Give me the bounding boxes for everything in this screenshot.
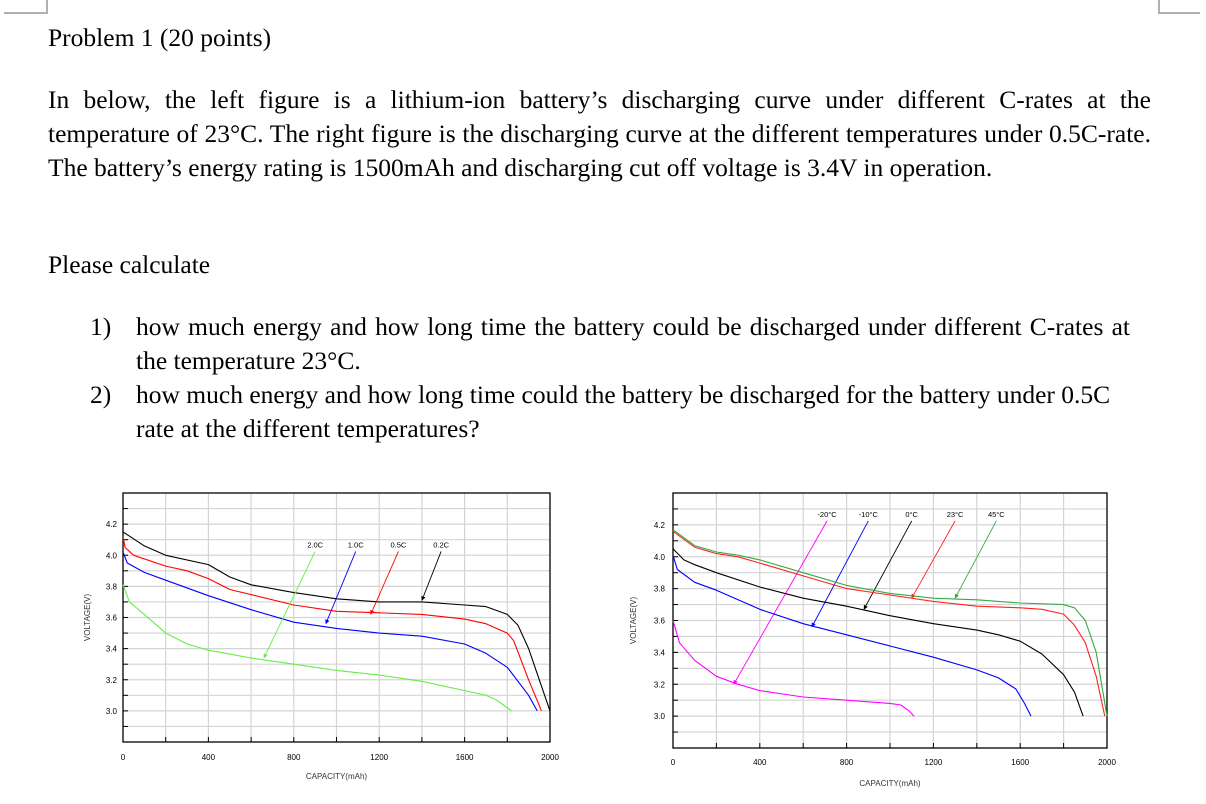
x-axis-label: CAPACITY(mAh) bbox=[859, 779, 921, 788]
legend-label: 45°C bbox=[987, 509, 1005, 519]
y-tick-label: 3.4 bbox=[105, 644, 117, 654]
y-tick-label: 3.6 bbox=[105, 613, 117, 623]
legend-label: 1.0C bbox=[347, 540, 364, 550]
y-tick-label: 3.4 bbox=[653, 648, 665, 658]
legend-label: 0.2C bbox=[433, 540, 450, 550]
legend-label: 0.5C bbox=[390, 540, 407, 550]
x-tick-label: 400 bbox=[201, 753, 216, 762]
legend-label: -10°C bbox=[858, 509, 878, 519]
legend-label: 2.0C bbox=[307, 540, 324, 550]
y-axis-label: VOLTAGE(V) bbox=[83, 593, 92, 642]
series-line-23°C bbox=[673, 531, 1105, 716]
legend-arrow bbox=[422, 551, 441, 600]
y-tick-label: 4.2 bbox=[105, 520, 117, 530]
series-line-0°C bbox=[673, 549, 1083, 716]
question-text: how much energy and how long time the battery could be discharged under different C-rates at the temperature 23°C. bbox=[136, 312, 1130, 375]
x-tick-label: 0 bbox=[670, 758, 676, 767]
legend-arrow bbox=[326, 551, 356, 623]
y-tick-label: 3.6 bbox=[653, 616, 665, 626]
y-tick-label: 3.0 bbox=[105, 706, 117, 716]
y-axis-label: VOLTAGE(V) bbox=[629, 596, 638, 645]
series-line-0.5C bbox=[123, 537, 542, 711]
series-line-1.0C bbox=[123, 552, 537, 711]
legend-arrow bbox=[734, 521, 827, 684]
y-tick-label: 3.8 bbox=[105, 582, 117, 592]
x-tick-label: 400 bbox=[753, 758, 767, 767]
legend-arrow bbox=[812, 521, 868, 627]
problem-intro: In below, the left figure is a lithium-ion battery’s discharging curve under different C-rates at the temperature of 23°C. The right figure is the discharging curve at the different temperatures under 0.5C-rate. The battery’s energy rating is 1500mAh and discharging cut off voltage is 3.4V in operation. bbox=[48, 85, 1151, 182]
x-tick-label: 1200 bbox=[370, 753, 389, 762]
y-tick-label: 4.0 bbox=[653, 552, 665, 562]
y-tick-label: 3.8 bbox=[653, 584, 665, 594]
calculate-prompt: Please calculate bbox=[48, 250, 211, 279]
x-tick-label: 0 bbox=[120, 753, 126, 762]
problem-title: Problem 1 (20 points) bbox=[48, 23, 272, 52]
legend-arrow bbox=[371, 551, 399, 614]
legend-label: 23°C bbox=[946, 509, 964, 519]
question-number: 2) bbox=[90, 380, 112, 409]
y-tick-label: 3.2 bbox=[653, 680, 665, 690]
legend-arrow bbox=[264, 551, 315, 657]
x-tick-label: 2000 bbox=[541, 753, 559, 762]
x-tick-label: 1600 bbox=[455, 753, 474, 762]
x-axis-label: CAPACITY(mAh) bbox=[305, 772, 368, 781]
legend-arrow bbox=[955, 521, 996, 598]
temperature-chart bbox=[629, 493, 1116, 788]
x-tick-label: 1200 bbox=[924, 758, 943, 767]
y-tick-label: 4.0 bbox=[105, 551, 117, 561]
legend-arrow bbox=[864, 521, 912, 609]
legend-label: -20°C bbox=[817, 509, 837, 519]
question-text: how much energy and how long time could the battery be discharged for the battery under 0.5C rate at the different temperatures? bbox=[136, 380, 1111, 443]
question-number: 1) bbox=[90, 312, 112, 341]
y-tick-label: 3.2 bbox=[105, 675, 117, 685]
c-rate-chart bbox=[83, 493, 559, 781]
y-tick-label: 3.0 bbox=[653, 712, 665, 722]
x-tick-label: 800 bbox=[839, 758, 854, 767]
legend-label: 0°C bbox=[905, 509, 918, 519]
x-tick-label: 2000 bbox=[1098, 758, 1116, 767]
x-tick-label: 800 bbox=[287, 753, 301, 762]
y-tick-label: 4.2 bbox=[653, 520, 665, 530]
x-tick-label: 1600 bbox=[1011, 758, 1030, 767]
